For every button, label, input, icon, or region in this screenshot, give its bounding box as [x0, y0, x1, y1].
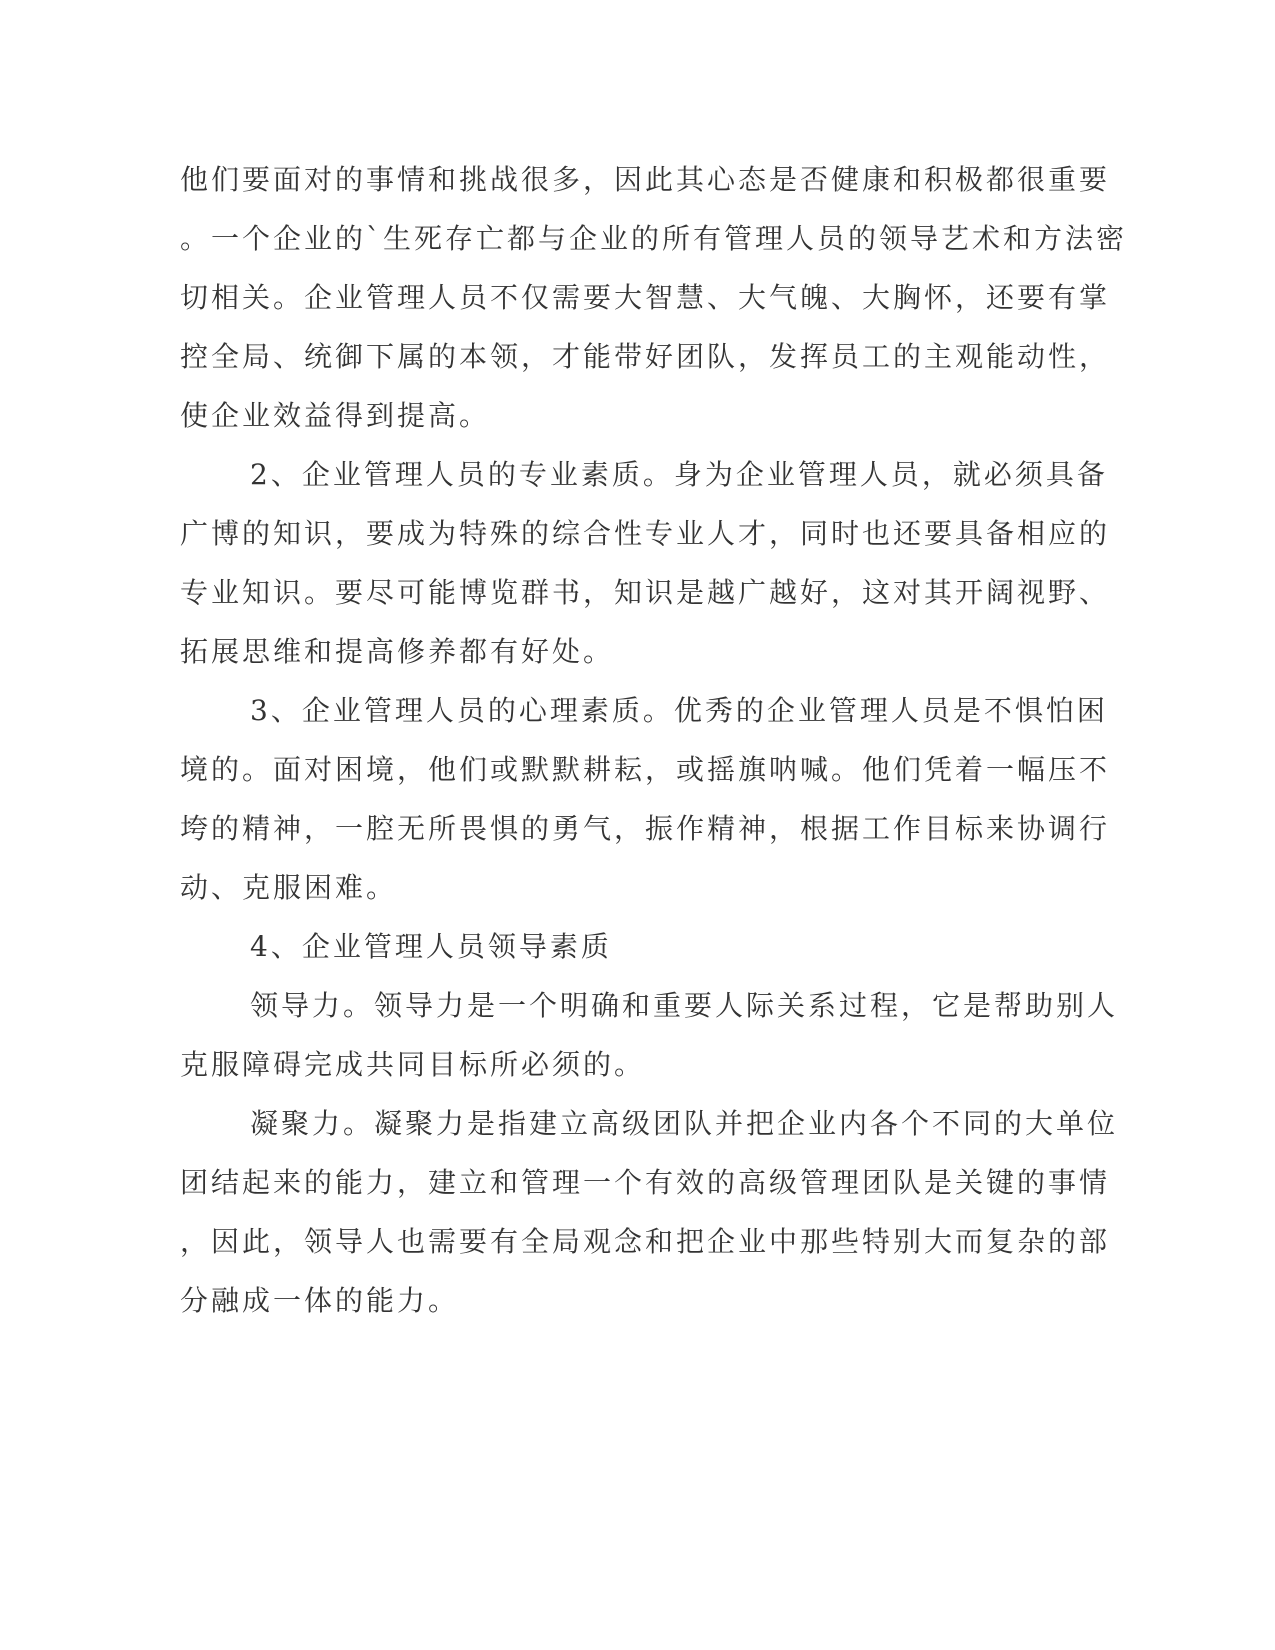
- paragraph-heading: 领导力。领导力是一个明确和重要人际关系过程，它是帮助别人: [250, 989, 1119, 1022]
- text-line: 克服障碍完成共同目标所必须的。: [180, 1048, 646, 1081]
- text-line: 垮的精神，一腔无所畏惧的勇气，振作精神，根据工作目标来协调行: [180, 812, 1111, 845]
- text-line: 动、克服困难。: [180, 871, 398, 904]
- text-line: 境的。面对困境，他们或默默耕耘，或摇旗呐喊。他们凭着一幅压不: [180, 753, 1111, 786]
- paragraph-heading: 2、企业管理人员的专业素质。身为企业管理人员，就必须具备: [250, 458, 1108, 491]
- paragraph-heading: 3、企业管理人员的心理素质。优秀的企业管理人员是不惧怕困: [250, 694, 1108, 727]
- text-line: 控全局、统御下属的本领，才能带好团队，发挥员工的主观能动性，: [180, 340, 1111, 373]
- text-line: 。一个企业的`生死存亡都与企业的所有管理人员的领导艺术和方法密: [180, 222, 1128, 255]
- text-line: 拓展思维和提高修养都有好处。: [180, 635, 615, 668]
- text-line: ，因此，领导人也需要有全局观念和把企业中那些特别大而复杂的部: [180, 1225, 1111, 1258]
- text-line: 专业知识。要尽可能博览群书，知识是越广越好，这对其开阔视野、: [180, 576, 1111, 609]
- text-line: 团结起来的能力，建立和管理一个有效的高级管理团队是关键的事情: [180, 1166, 1111, 1199]
- text-line: 使企业效益得到提高。: [180, 399, 491, 432]
- text-line: 广博的知识，要成为特殊的综合性专业人才，同时也还要具备相应的: [180, 517, 1111, 550]
- text-line: 切相关。企业管理人员不仅需要大智慧、大气魄、大胸怀，还要有掌: [180, 281, 1111, 314]
- text-line: 他们要面对的事情和挑战很多，因此其心态是否健康和积极都很重要: [180, 163, 1111, 196]
- paragraph-heading: 凝聚力。凝聚力是指建立高级团队并把企业内各个不同的大单位: [250, 1107, 1119, 1140]
- text-line: 分融成一体的能力。: [180, 1284, 460, 1317]
- section-heading: 4、企业管理人员领导素质: [250, 930, 612, 963]
